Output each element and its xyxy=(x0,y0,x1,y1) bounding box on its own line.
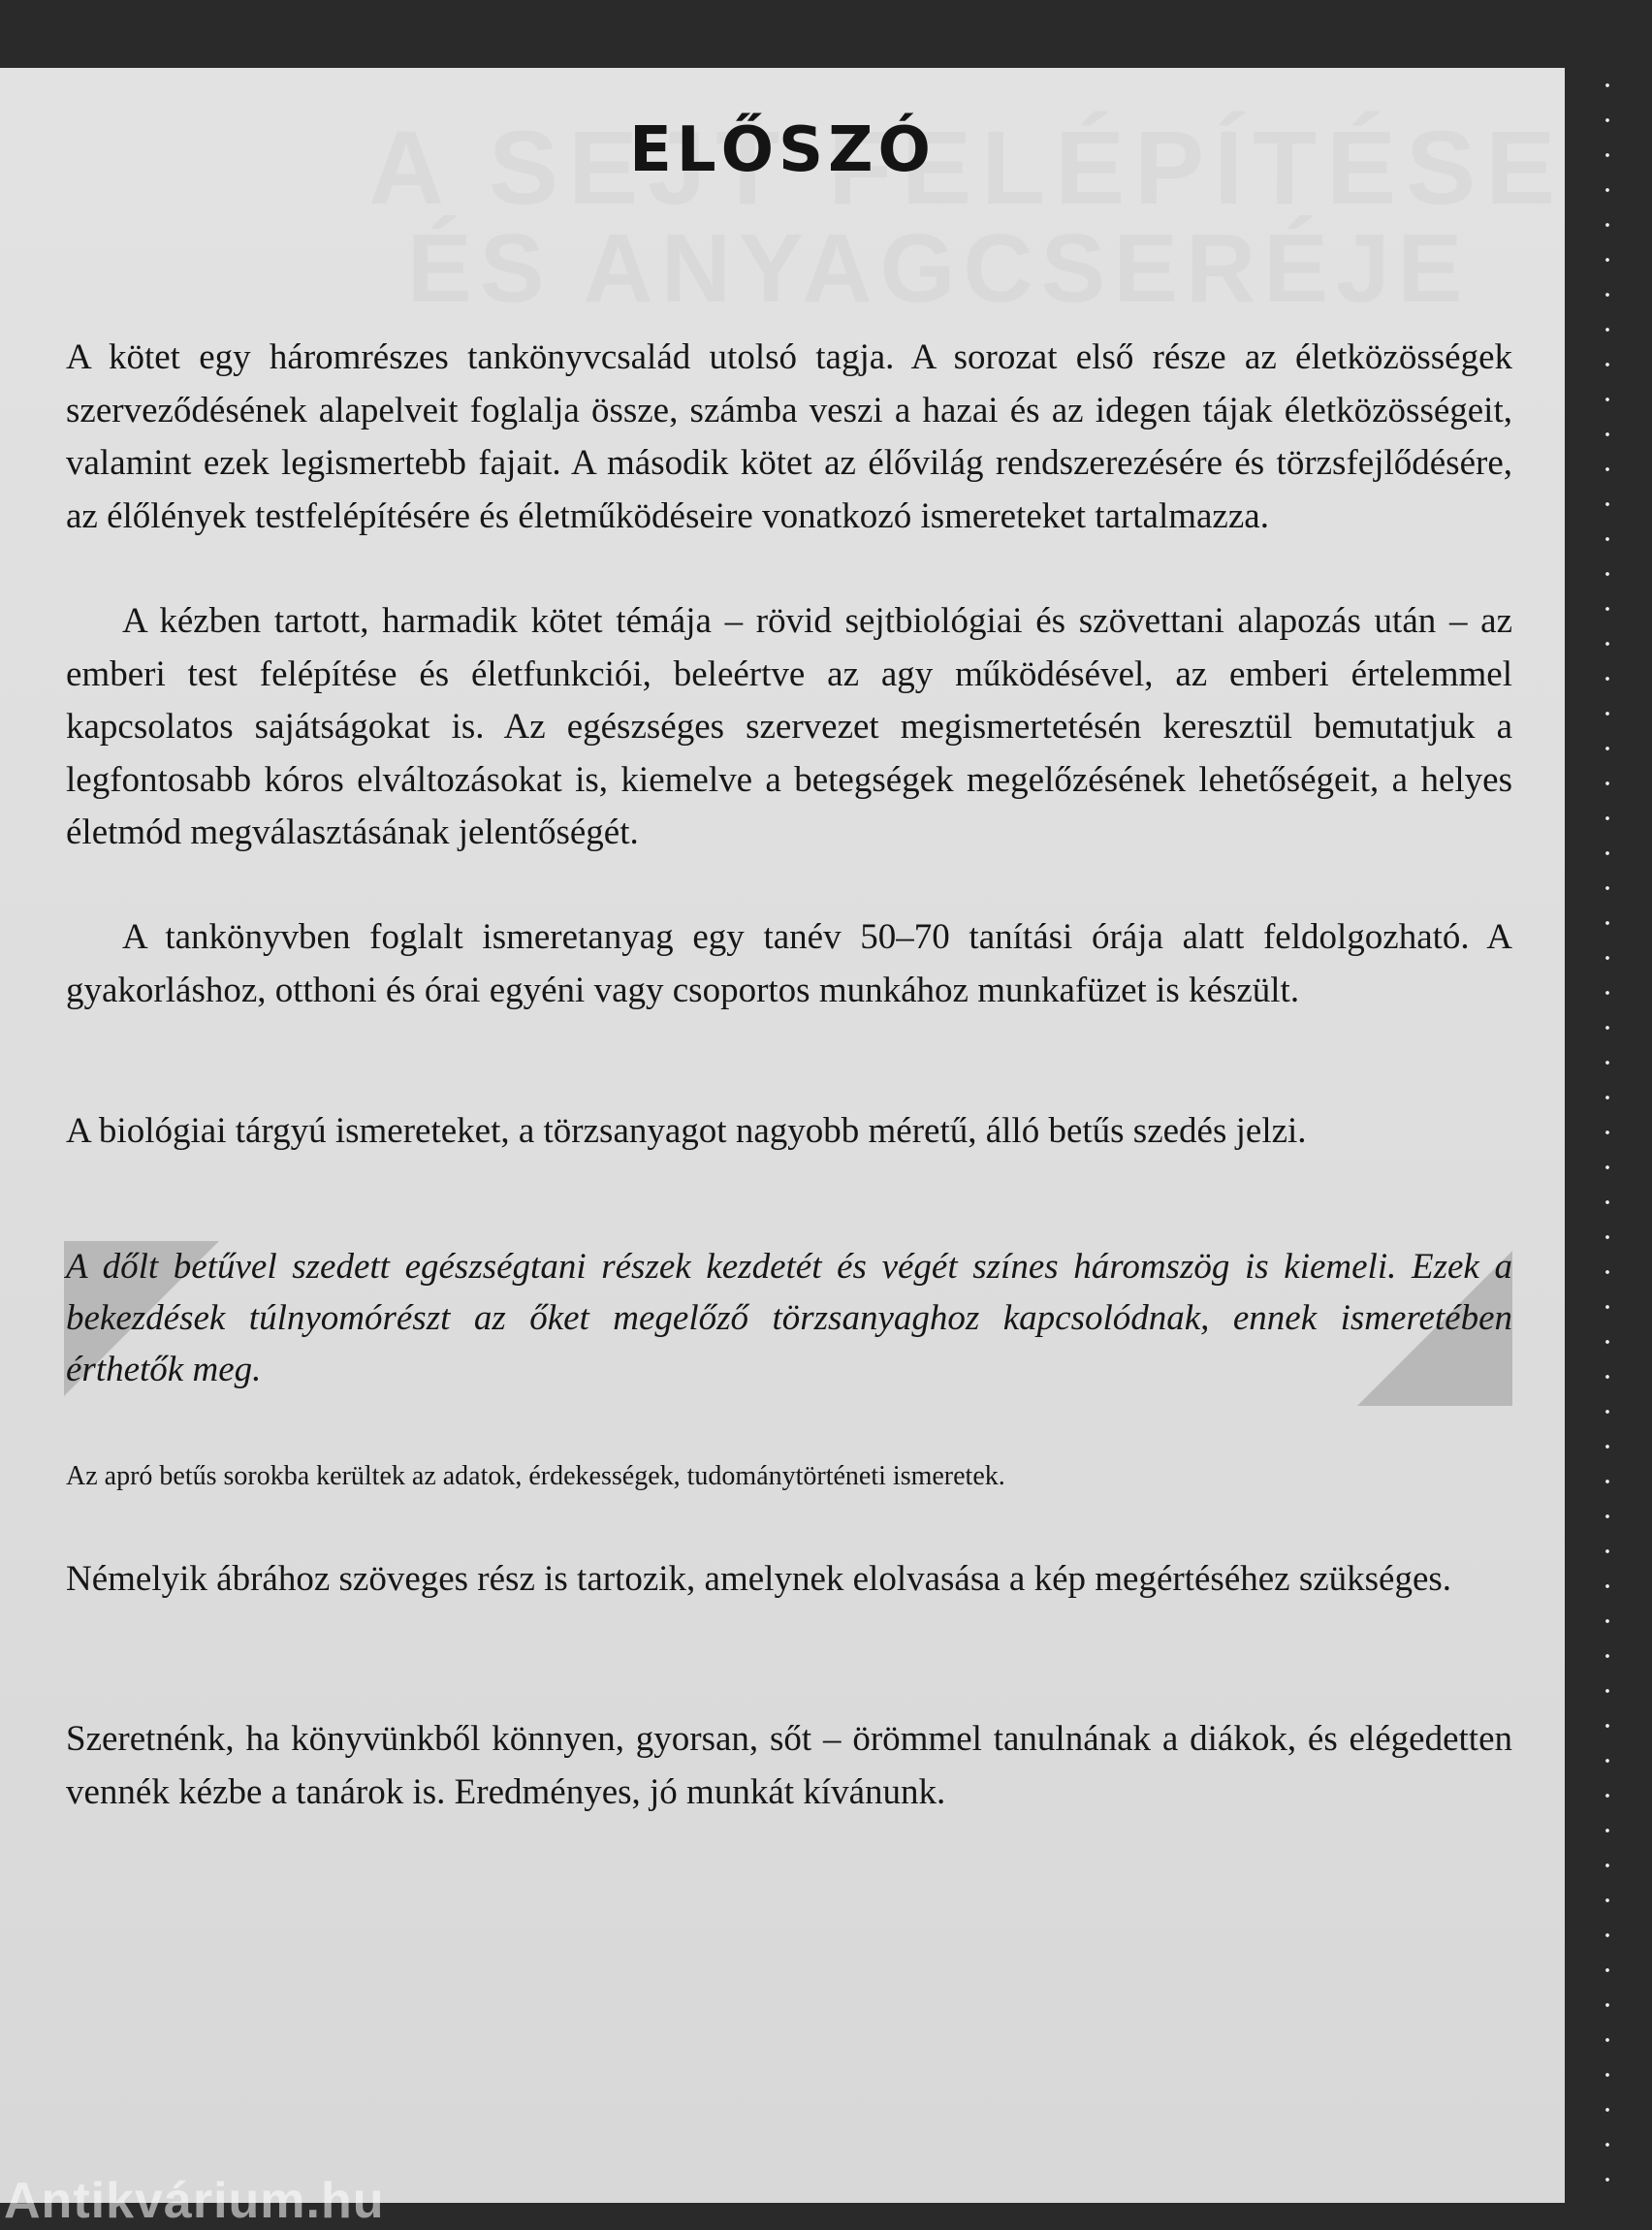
watermark: Antikvárium.hu xyxy=(4,2173,385,2229)
paragraph-volume-topic xyxy=(66,595,1512,860)
paragraph-series-intro xyxy=(66,332,1512,543)
paragraph-text: A kötet egy háromrészes tankönyvcsalád utolsó tagja. A sorozat első része az életközösségek szerveződésének alapelveit foglalja össze, számba veszi a hazai és az idegen tájak életközösségeit, valamint ezek legismertebb fajait. A második kötet az élővilág rendszerezésére és törzsfejlődésére, az élőlények testfelépítésére és életműködéseire vonatkozó ismereteket tartalmazza. xyxy=(66,337,1512,536)
paragraph-lesson-count xyxy=(66,911,1512,1017)
paragraph-text: Az apró betűs sorokba kerültek az adatok, érdekességek, tudománytörténeti ismeretek. xyxy=(66,1461,1005,1491)
paragraph-text: A tankönyvben foglalt ismeretanyag egy tanév 50–70 tanítási órája alatt feldolgozható. A gyakorláshoz, otthoni és órai egyéni vagy csoportos munkához munkafüzet is készült. xyxy=(66,917,1512,1010)
binding-dots xyxy=(1605,68,1609,2203)
paragraph-text: A kézben tartott, harmadik kötet témája – rövid sejtbiológiai és szövettani alapozás után – az emberi test felépítése és életfunkciói, beleértve az agy működésével, az emberi értelemmel kapcsolatos sajátságokat is. Az egészséges szervezet megismertetésén keresztül bemutatjuk a legfontosabb kóros elváltozásokat is, kiemelve a betegségek megelőzésének lehetőségeit, a helyes életmód megválasztásának jelentőségét. xyxy=(66,601,1512,852)
paragraph-closing-wishes xyxy=(66,1713,1512,1819)
show-through-heading-line2 xyxy=(407,213,1470,325)
paragraph-text: Némelyik ábrához szöveges rész is tartozik, amelynek elolvasása a kép megértéséhez szükséges. xyxy=(66,1559,1452,1599)
paragraph-health-sections-note xyxy=(66,1241,1512,1395)
paragraph-text: A dőlt betűvel szedett egészségtani részek kezdetét és végét színes háromszög is kiemeli. Ezek a bekezdések túlnyomórészt az őket megelőző törzsanyaghoz kapcsolódnak, ennek ismeretében érthetők meg. xyxy=(66,1247,1512,1389)
paragraph-text: A biológiai tárgyú ismereteket, a törzsanyagot nagyobb méretű, álló betűs szedés jelzi. xyxy=(66,1111,1307,1151)
paragraph-text: Szeretnénk, ha könyvünkből könnyen, gyorsan, sőt – örömmel tanulnának a diákok, és elégedetten vennék kézbe a tanárok is. Eredményes, jó munkát kívánunk. xyxy=(66,1719,1512,1812)
paragraph-figure-text-note xyxy=(66,1553,1512,1607)
page-title: ELŐSZÓ xyxy=(629,114,936,186)
paragraph-small-print-note xyxy=(66,1457,1512,1496)
book-page xyxy=(0,68,1565,2203)
paragraph-core-material-note xyxy=(66,1105,1512,1159)
